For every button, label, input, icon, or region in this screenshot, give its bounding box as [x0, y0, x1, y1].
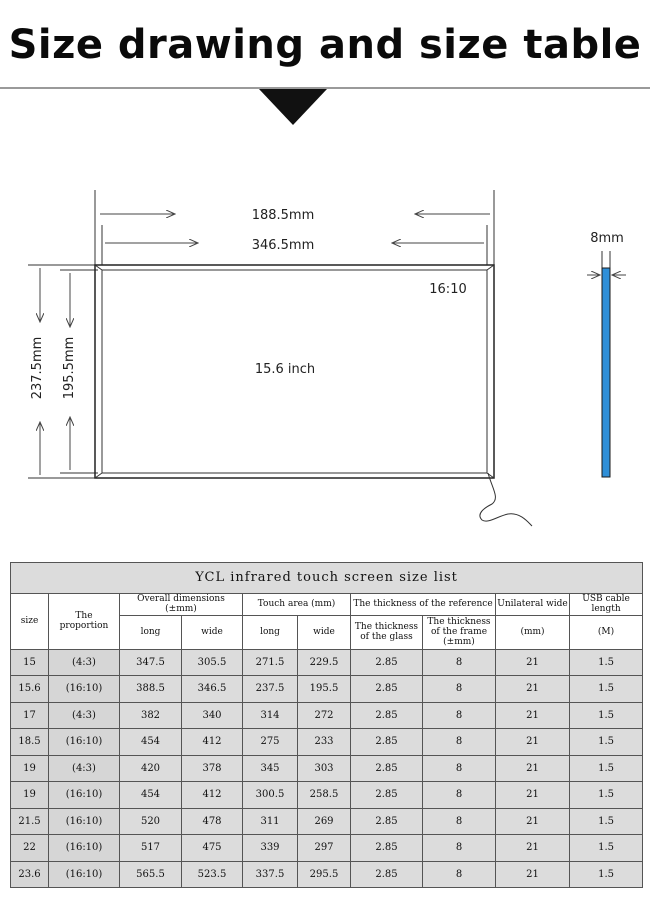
usb-length-cell: 1.5	[570, 782, 643, 809]
overall-wide-cell: 378	[182, 755, 243, 782]
overall-long-cell: 388.5	[120, 676, 182, 703]
table-row	[11, 808, 643, 835]
overall-wide-cell: 475	[182, 835, 243, 862]
size-drawing	[0, 130, 650, 530]
frame-thickness-cell: 8	[423, 782, 496, 809]
column-header-wide: wide	[182, 615, 243, 649]
unilateral-cell: 21	[496, 861, 570, 888]
table-row	[11, 755, 643, 782]
left-dimension-label: 195.5mm	[62, 336, 77, 400]
overall-long-cell: 382	[120, 702, 182, 729]
column-header-overall: Overall dimensions (±mm)	[120, 594, 243, 616]
usb-length-cell: 1.5	[570, 861, 643, 888]
side-profile-bar	[602, 268, 610, 477]
touch-wide-cell: 233	[298, 729, 351, 756]
usb-length-cell: 1.5	[570, 649, 643, 676]
size-cell: 22	[11, 835, 49, 862]
top-dimension-label: 188.5mm	[251, 208, 315, 223]
frame-thickness-cell: 8	[423, 702, 496, 729]
frame-thickness-cell: 8	[423, 835, 496, 862]
proportion-cell: (16:10)	[49, 808, 120, 835]
usb-length-cell: 1.5	[570, 835, 643, 862]
table-row	[11, 782, 643, 809]
overall-long-cell: 517	[120, 835, 182, 862]
column-header-touch-wide: wide	[298, 615, 351, 649]
size-cell: 23.6	[11, 861, 49, 888]
glass-thickness-cell: 2.85	[351, 702, 423, 729]
usb-cable	[480, 473, 532, 526]
column-header-unilateral-unit: (mm)	[496, 615, 570, 649]
glass-thickness-cell: 2.85	[351, 782, 423, 809]
ratio-label: 16:10	[429, 282, 467, 297]
size-table	[10, 562, 643, 888]
overall-long-cell: 454	[120, 782, 182, 809]
overall-wide-cell: 346.5	[182, 676, 243, 703]
overall-wide-cell: 478	[182, 808, 243, 835]
touch-wide-cell: 269	[298, 808, 351, 835]
touch-wide-cell: 272	[298, 702, 351, 729]
overall-long-cell: 454	[120, 729, 182, 756]
size-cell: 15	[11, 649, 49, 676]
overall-long-cell: 565.5	[120, 861, 182, 888]
table-row	[11, 702, 643, 729]
unilateral-cell: 21	[496, 808, 570, 835]
size-cell: 17	[11, 702, 49, 729]
column-header-frame: The thickness of the frame (±mm)	[423, 615, 496, 649]
column-header-touch: Touch area (mm)	[243, 594, 351, 616]
glass-thickness-cell: 2.85	[351, 729, 423, 756]
frame-thickness-cell: 8	[423, 755, 496, 782]
table-row	[11, 861, 643, 888]
frame-thickness-cell: 8	[423, 861, 496, 888]
proportion-cell: (4:3)	[49, 755, 120, 782]
overall-long-cell: 520	[120, 808, 182, 835]
overall-wide-cell: 340	[182, 702, 243, 729]
size-cell: 21.5	[11, 808, 49, 835]
frame-thickness-cell: 8	[423, 676, 496, 703]
column-header-usb-unit: (M)	[570, 615, 643, 649]
size-cell: 19	[11, 755, 49, 782]
usb-length-cell: 1.5	[570, 729, 643, 756]
frame-thickness-cell: 8	[423, 649, 496, 676]
proportion-cell: (16:10)	[49, 782, 120, 809]
touch-long-cell: 314	[243, 702, 298, 729]
overall-wide-cell: 412	[182, 729, 243, 756]
touch-wide-cell: 195.5	[298, 676, 351, 703]
touch-long-cell: 311	[243, 808, 298, 835]
column-header-usb: USB cable length	[570, 594, 643, 616]
unilateral-cell: 21	[496, 782, 570, 809]
column-header-touch-long: long	[243, 615, 298, 649]
overall-long-cell: 420	[120, 755, 182, 782]
touch-wide-cell: 297	[298, 835, 351, 862]
frame-thickness-cell: 8	[423, 808, 496, 835]
top-dimension-label: 346.5mm	[251, 238, 315, 253]
proportion-cell: (16:10)	[49, 861, 120, 888]
frame-thickness-cell: 8	[423, 729, 496, 756]
touch-long-cell: 300.5	[243, 782, 298, 809]
table-row	[11, 676, 643, 703]
screen-size-label: 15.6 inch	[254, 362, 316, 377]
touch-wide-cell: 303	[298, 755, 351, 782]
overall-wide-cell: 523.5	[182, 861, 243, 888]
column-header-thickness: The thickness of the reference	[351, 594, 496, 616]
table-row	[11, 835, 643, 862]
column-header-unilateral: Unilateral wide	[496, 594, 570, 616]
touch-long-cell: 271.5	[243, 649, 298, 676]
column-header-glass: The thickness of the glass	[351, 615, 423, 649]
touch-long-cell: 237.5	[243, 676, 298, 703]
unilateral-cell: 21	[496, 835, 570, 862]
usb-length-cell: 1.5	[570, 702, 643, 729]
table-caption: YCL infrared touch screen size list	[11, 563, 643, 594]
glass-thickness-cell: 2.85	[351, 649, 423, 676]
touch-long-cell: 339	[243, 835, 298, 862]
column-header-proportion: The proportion	[49, 594, 120, 650]
table-row	[11, 729, 643, 756]
down-arrow-icon	[259, 89, 327, 125]
glass-thickness-cell: 2.85	[351, 808, 423, 835]
overall-wide-cell: 412	[182, 782, 243, 809]
proportion-cell: (4:3)	[49, 649, 120, 676]
touch-long-cell: 275	[243, 729, 298, 756]
touch-wide-cell: 295.5	[298, 861, 351, 888]
size-cell: 18.5	[11, 729, 49, 756]
proportion-cell: (16:10)	[49, 676, 120, 703]
glass-thickness-cell: 2.85	[351, 755, 423, 782]
glass-thickness-cell: 2.85	[351, 861, 423, 888]
glass-thickness-cell: 2.85	[351, 676, 423, 703]
touch-long-cell: 345	[243, 755, 298, 782]
usb-length-cell: 1.5	[570, 676, 643, 703]
unilateral-cell: 21	[496, 755, 570, 782]
overall-wide-cell: 305.5	[182, 649, 243, 676]
size-cell: 15.6	[11, 676, 49, 703]
unilateral-cell: 21	[496, 676, 570, 703]
proportion-cell: (16:10)	[49, 835, 120, 862]
usb-length-cell: 1.5	[570, 808, 643, 835]
column-header-long: long	[120, 615, 182, 649]
column-header-size: size	[11, 594, 49, 650]
proportion-cell: (4:3)	[49, 702, 120, 729]
table-row	[11, 649, 643, 676]
touch-long-cell: 337.5	[243, 861, 298, 888]
unilateral-cell: 21	[496, 649, 570, 676]
page-title: Size drawing and size table	[8, 22, 642, 68]
touch-wide-cell: 258.5	[298, 782, 351, 809]
proportion-cell: (16:10)	[49, 729, 120, 756]
usb-length-cell: 1.5	[570, 755, 643, 782]
glass-thickness-cell: 2.85	[351, 835, 423, 862]
unilateral-cell: 21	[496, 729, 570, 756]
unilateral-cell: 21	[496, 702, 570, 729]
side-thickness-label: 8mm	[590, 231, 624, 246]
table-body	[11, 649, 643, 888]
overall-long-cell: 347.5	[120, 649, 182, 676]
size-cell: 19	[11, 782, 49, 809]
left-dimension-label: 237.5mm	[30, 336, 45, 400]
touch-wide-cell: 229.5	[298, 649, 351, 676]
